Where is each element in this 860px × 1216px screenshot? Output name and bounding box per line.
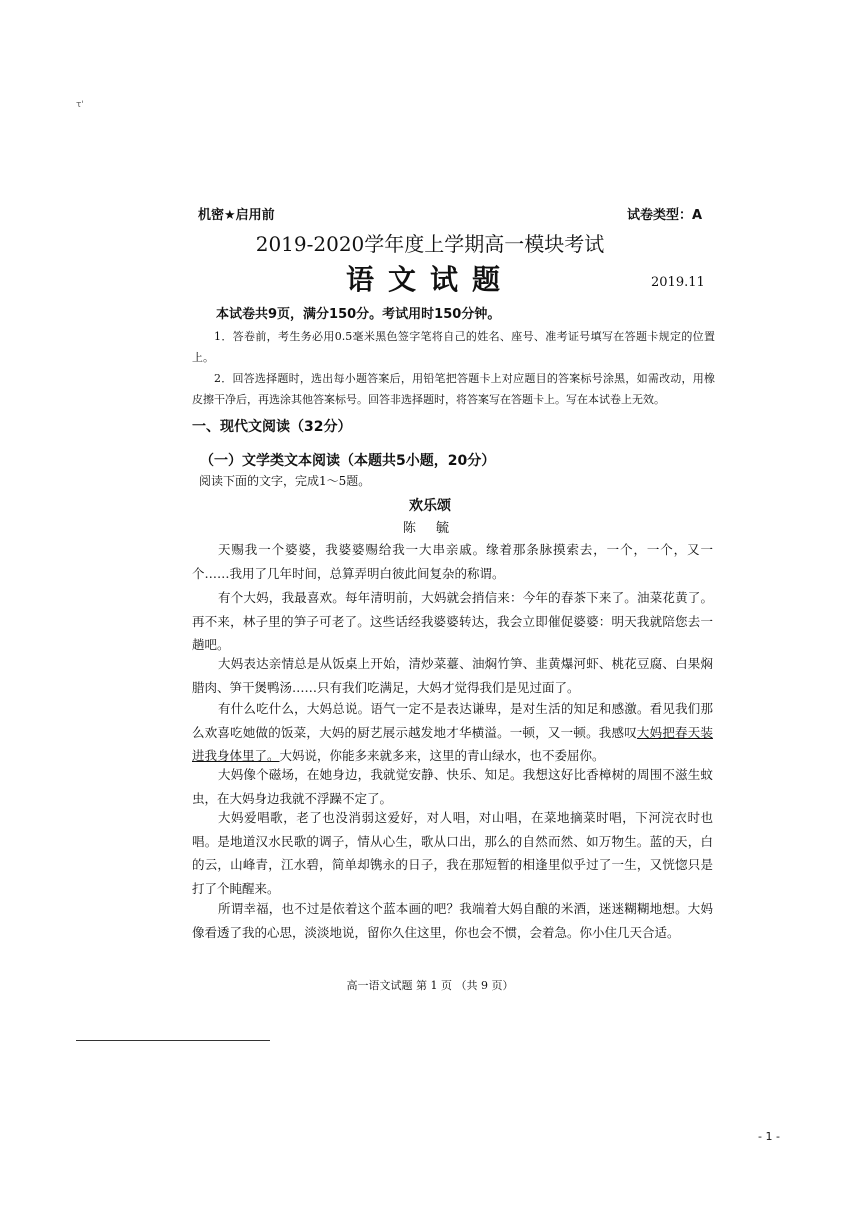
reading-instruction: 阅读下面的文字，完成1～5题。 <box>199 474 371 488</box>
passage-title: 欢乐颂 <box>409 498 451 514</box>
page-number: - 1 - <box>758 1130 780 1143</box>
passage-author: 陈 毓 <box>402 521 458 536</box>
scan-mark: τ' <box>76 100 84 110</box>
passage-paragraph: 大妈像个磁场，在她身边，我就觉安静、快乐、知足。我想这好比香樟树的周围不滋生蚊虫，在大妈身边我就不浮躁不定了。 <box>192 767 713 806</box>
passage-paragraph: 大妈表达亲情总是从饭桌上开始，清炒菜薹、油焖竹笋、韭黄爆河虾、桃花豆腐、白果焖腊肉、笋干煲鸭汤……只有我们吃满足，大妈才觉得我们是见过面了。 <box>192 656 713 695</box>
passage-paragraph: 天赐我一个婆婆，我婆婆赐给我一大串亲戚。缘着那条脉摸索去，一个，一个，又一个……我用了几年时间，总算弄明白彼此间复杂的称谓。 <box>192 542 713 581</box>
page-footer: 高一语文试题 第 1 页 （共 9 页） <box>346 979 514 992</box>
paper-type-label: 试卷类型：A <box>627 208 703 223</box>
note-1: 1．答卷前，考生务必用0.5毫米黑色签字笔将自己的姓名、座号、准考证号填写在答题卡规定的位置上。 <box>192 330 715 364</box>
passage-paragraph: 所谓幸福，也不过是依着这个蓝本画的吧？我端着大妈自酿的米酒，迷迷糊糊地想。大妈像看透了我的心思，淡淡地说，留你久住这里，你也会不惯，会着急。你小住几天合适。 <box>192 901 713 940</box>
underlined-sentence: 大妈把春天装进我身体里了。 <box>192 724 713 763</box>
passage-paragraph <box>192 697 713 768</box>
divider-line <box>76 1040 270 1041</box>
paragraph-text: 大妈说，你能多来就多来，这里的青山绿水，也不委屈你。 <box>279 748 605 763</box>
subject-title: 语文试题 <box>345 263 514 296</box>
section-heading: 一、现代文阅读（32分） <box>192 419 352 435</box>
exam-intro: 本试卷共9页，满分150分。考试用时150分钟。 <box>216 307 501 322</box>
passage-paragraph: 有个大妈，我最喜欢。每年清明前，大妈就会捎信来：今年的春茶下来了。油菜花黄了。再不来，林子里的笋子可老了。这些话经我婆婆转达，我会立即催促婆婆：明天我就陪您去一趟吧。 <box>192 590 713 652</box>
passage-paragraph: 大妈爱唱歌，老了也没消弱这爱好，对人唱，对山唱，在菜地摘菜时唱，下河浣衣时也唱。是地道汉水民歌的调子，情从心生，歌从口出，那么的自然而然、如万物生。蓝的天，白的云，山峰青，江水碧，简单却镌永的日子，我在那短暂的相逢里似乎过了一生，又恍惚只是打了个盹醒来。 <box>192 810 713 896</box>
subsection-heading: （一）文学类文本阅读（本题共5小题，20分） <box>200 453 496 469</box>
confidential-label: 机密★启用前 <box>198 208 275 223</box>
exam-date: 2019.11 <box>651 275 705 290</box>
exam-title: 2019-2020学年度上学期高一模块考试 <box>255 232 605 256</box>
note-2: 2．回答选择题时，选出每小题答案后，用铅笔把答题卡上对应题目的答案标号涂黑，如需改动，用橡皮擦干净后，再选涂其他答案标号。回答非选择题时，将答案写在答题卡上。写在本试卷上无效。 <box>192 372 715 406</box>
paragraph-text: 有什么吃什么，大妈总说。语气一定不是表达谦卑，是对生活的知足和感激。看见我们那么欢喜吃她做的饭菜，大妈的厨艺展示越发地才华横溢。一顿，又一顿。我感叹 <box>192 701 713 740</box>
